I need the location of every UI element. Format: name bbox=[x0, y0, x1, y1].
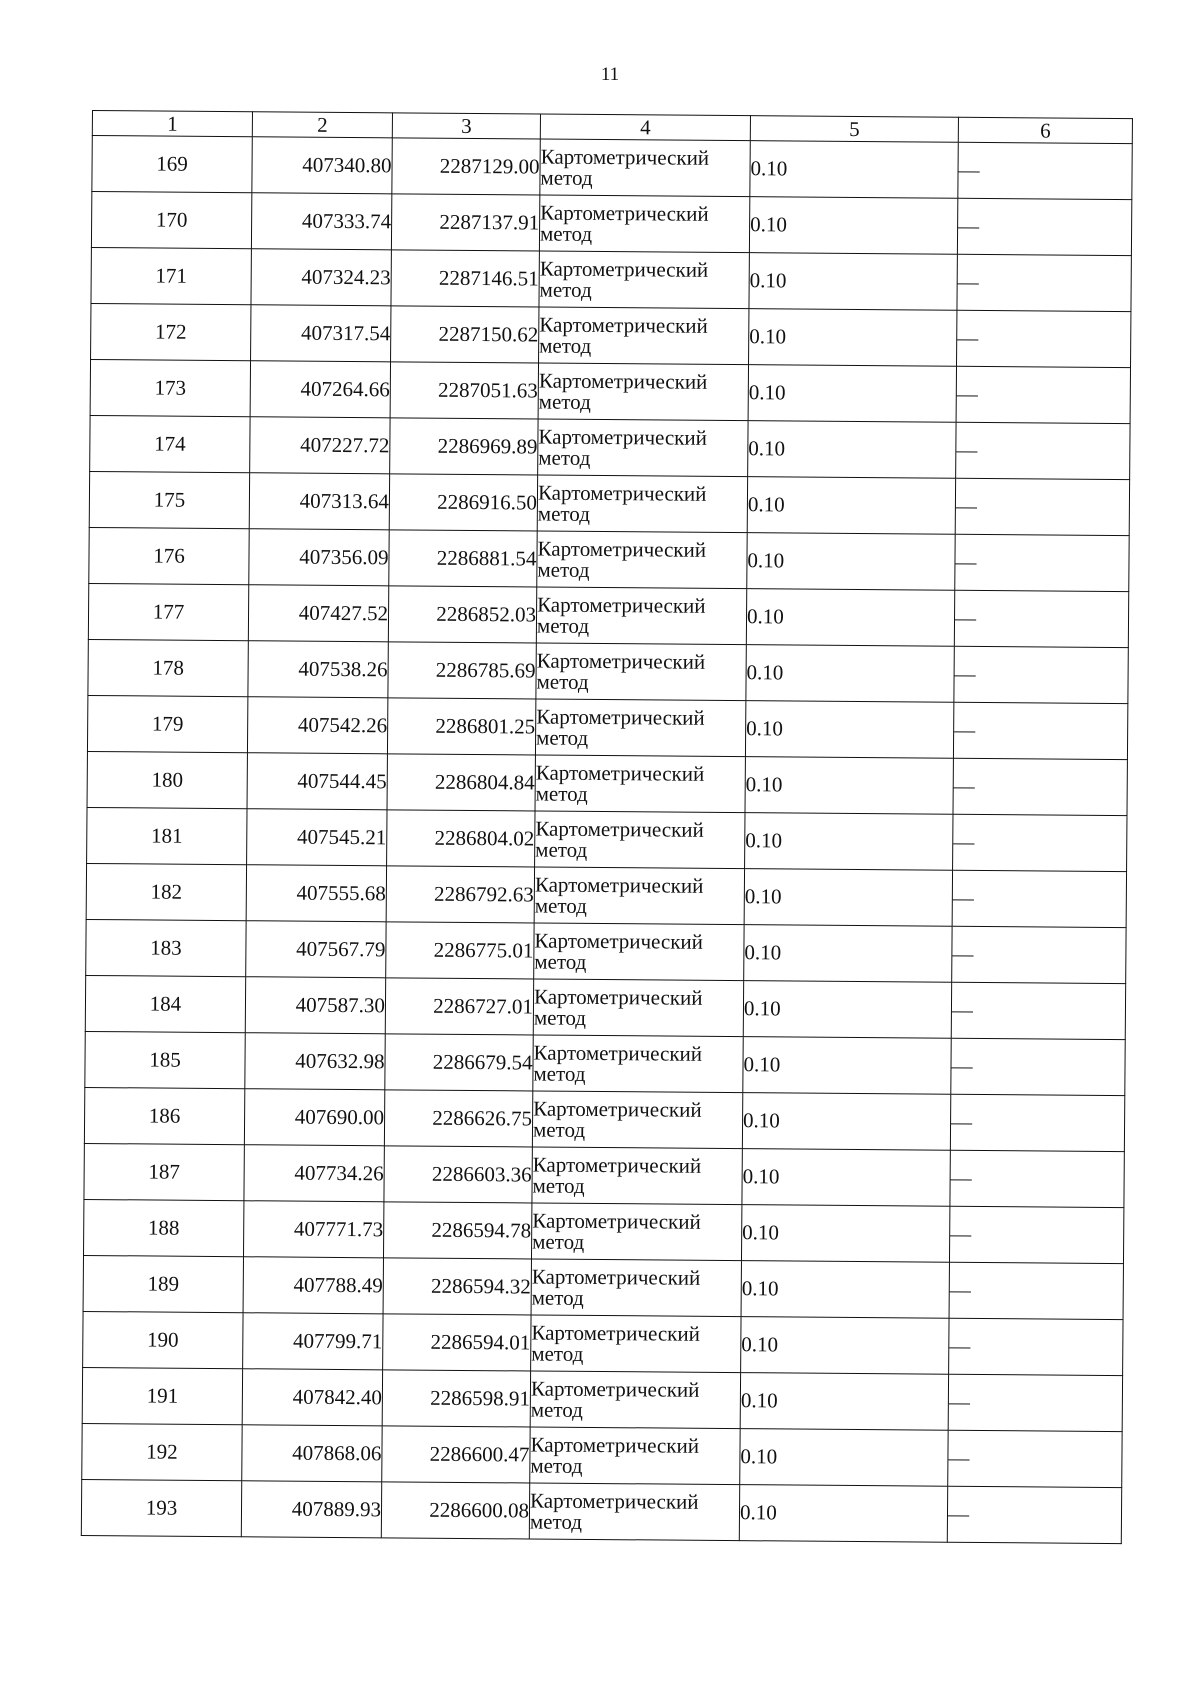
accuracy-cell: 0.10 bbox=[739, 1485, 947, 1543]
method-cell: Картометрический метод bbox=[537, 531, 747, 589]
table-row bbox=[85, 975, 1125, 1039]
point-number-cell: 189 bbox=[83, 1255, 243, 1312]
method-cell: Картометрический метод bbox=[535, 811, 745, 869]
coordinates-table bbox=[81, 110, 1133, 1544]
description-cell: — bbox=[949, 1318, 1123, 1375]
y-coordinate-cell: 2286801.25 bbox=[387, 698, 535, 755]
point-number-cell: 170 bbox=[91, 192, 251, 249]
y-coordinate-cell: 2286916.50 bbox=[389, 474, 537, 531]
x-coordinate-cell: 407542.26 bbox=[247, 697, 387, 754]
description-cell: — bbox=[954, 590, 1128, 647]
table-row bbox=[91, 192, 1131, 256]
method-cell: Картометрический метод bbox=[540, 139, 750, 197]
y-coordinate-cell: 2286598.91 bbox=[382, 1370, 530, 1427]
x-coordinate-cell: 407538.26 bbox=[248, 641, 388, 698]
description-cell: — bbox=[953, 758, 1127, 815]
accuracy-cell: 0.10 bbox=[747, 477, 955, 535]
method-cell: Картометрический метод bbox=[533, 979, 743, 1037]
description-cell: — bbox=[956, 366, 1130, 423]
description-cell: — bbox=[957, 198, 1131, 255]
y-coordinate-cell: 2286804.02 bbox=[387, 810, 535, 867]
table-row bbox=[89, 471, 1129, 535]
description-cell: — bbox=[952, 870, 1126, 927]
description-cell: — bbox=[955, 534, 1129, 591]
point-number-cell: 185 bbox=[85, 1031, 245, 1088]
description-cell: — bbox=[949, 1206, 1123, 1263]
y-coordinate-cell: 2286600.47 bbox=[382, 1426, 530, 1483]
method-cell: Картометрический метод bbox=[534, 867, 744, 925]
point-number-cell: 177 bbox=[88, 583, 248, 640]
description-cell: — bbox=[956, 422, 1130, 479]
table-row bbox=[82, 1367, 1122, 1431]
point-number-cell: 187 bbox=[84, 1143, 244, 1200]
method-cell: Картометрический метод bbox=[532, 1091, 742, 1149]
y-coordinate-cell: 2286727.01 bbox=[385, 978, 533, 1035]
table-row bbox=[86, 919, 1126, 983]
description-cell: — bbox=[951, 1038, 1125, 1095]
point-number-cell: 169 bbox=[92, 136, 252, 193]
description-cell: — bbox=[958, 142, 1132, 199]
table-row bbox=[85, 1031, 1125, 1095]
method-cell: Картометрический метод bbox=[531, 1203, 741, 1261]
method-cell: Картометрический метод bbox=[537, 475, 747, 533]
point-number-cell: 171 bbox=[91, 247, 251, 304]
point-number-cell: 193 bbox=[81, 1479, 241, 1536]
method-cell: Картометрический метод bbox=[531, 1259, 741, 1317]
x-coordinate-cell: 407889.93 bbox=[241, 1481, 381, 1538]
method-cell: Картометрический метод bbox=[532, 1147, 742, 1205]
accuracy-cell: 0.10 bbox=[742, 1149, 950, 1207]
point-number-cell: 183 bbox=[86, 919, 246, 976]
y-coordinate-cell: 2286626.75 bbox=[384, 1090, 532, 1147]
table-row bbox=[90, 415, 1130, 479]
y-coordinate-cell: 2286775.01 bbox=[386, 922, 534, 979]
table-row bbox=[81, 1479, 1121, 1543]
x-coordinate-cell: 407317.54 bbox=[251, 305, 391, 362]
column-header: 4 bbox=[540, 114, 750, 141]
point-number-cell: 180 bbox=[87, 751, 247, 808]
y-coordinate-cell: 2286603.36 bbox=[384, 1146, 532, 1203]
table-row bbox=[86, 863, 1126, 927]
y-coordinate-cell: 2286881.54 bbox=[389, 530, 537, 587]
y-coordinate-cell: 2286594.78 bbox=[383, 1202, 531, 1259]
table-row bbox=[89, 527, 1129, 591]
method-cell: Картометрический метод bbox=[531, 1315, 741, 1373]
x-coordinate-cell: 407313.64 bbox=[249, 473, 389, 530]
table-row bbox=[90, 359, 1130, 423]
method-cell: Картометрический метод bbox=[539, 307, 749, 365]
y-coordinate-cell: 2286792.63 bbox=[386, 866, 534, 923]
method-cell: Картометрический метод bbox=[536, 587, 746, 645]
description-cell: — bbox=[948, 1430, 1122, 1487]
description-cell: — bbox=[951, 982, 1125, 1039]
x-coordinate-cell: 407545.21 bbox=[247, 809, 387, 866]
table-row bbox=[91, 247, 1131, 311]
table-row bbox=[84, 1087, 1124, 1151]
description-cell: — bbox=[955, 478, 1129, 535]
description-cell: — bbox=[957, 254, 1131, 311]
x-coordinate-cell: 407227.72 bbox=[250, 417, 390, 474]
table-row bbox=[88, 583, 1128, 647]
point-number-cell: 172 bbox=[91, 303, 251, 360]
y-coordinate-cell: 2286679.54 bbox=[385, 1034, 533, 1091]
x-coordinate-cell: 407544.45 bbox=[247, 753, 387, 810]
accuracy-cell: 0.10 bbox=[744, 925, 952, 983]
method-cell: Картометрический метод bbox=[534, 923, 744, 981]
table-row bbox=[92, 136, 1132, 200]
y-coordinate-cell: 2287051.63 bbox=[390, 362, 538, 419]
table-body bbox=[81, 136, 1132, 1544]
accuracy-cell: 0.10 bbox=[740, 1373, 948, 1431]
accuracy-cell: 0.10 bbox=[750, 141, 958, 199]
table-row bbox=[82, 1423, 1122, 1487]
x-coordinate-cell: 407690.00 bbox=[244, 1089, 384, 1146]
point-number-cell: 181 bbox=[87, 807, 247, 864]
column-header: 1 bbox=[92, 111, 252, 137]
y-coordinate-cell: 2287150.62 bbox=[391, 306, 539, 363]
accuracy-cell: 0.10 bbox=[745, 813, 953, 871]
point-number-cell: 175 bbox=[89, 471, 249, 528]
x-coordinate-cell: 407356.09 bbox=[249, 529, 389, 586]
method-cell: Картометрический метод bbox=[530, 1427, 740, 1485]
accuracy-cell: 0.10 bbox=[745, 701, 953, 759]
point-number-cell: 176 bbox=[89, 527, 249, 584]
description-cell: — bbox=[957, 310, 1131, 367]
x-coordinate-cell: 407587.30 bbox=[245, 977, 385, 1034]
method-cell: Картометрический метод bbox=[533, 1035, 743, 1093]
page-number: 11 bbox=[600, 64, 620, 85]
description-cell: — bbox=[948, 1374, 1122, 1431]
x-coordinate-cell: 407264.66 bbox=[250, 361, 390, 418]
x-coordinate-cell: 407555.68 bbox=[246, 865, 386, 922]
description-cell: — bbox=[953, 814, 1127, 871]
y-coordinate-cell: 2286852.03 bbox=[388, 586, 536, 643]
description-cell: — bbox=[947, 1486, 1121, 1543]
x-coordinate-cell: 407324.23 bbox=[251, 249, 391, 306]
table-row bbox=[87, 751, 1127, 815]
table-row bbox=[83, 1311, 1123, 1375]
x-coordinate-cell: 407842.40 bbox=[242, 1369, 382, 1426]
y-coordinate-cell: 2286600.08 bbox=[381, 1482, 529, 1539]
accuracy-cell: 0.10 bbox=[740, 1429, 948, 1487]
x-coordinate-cell: 407788.49 bbox=[243, 1257, 383, 1314]
table-row bbox=[91, 303, 1131, 367]
point-number-cell: 188 bbox=[84, 1199, 244, 1256]
table-row bbox=[84, 1143, 1124, 1207]
accuracy-cell: 0.10 bbox=[746, 589, 954, 647]
accuracy-cell: 0.10 bbox=[743, 981, 951, 1039]
point-number-cell: 173 bbox=[90, 359, 250, 416]
x-coordinate-cell: 407427.52 bbox=[248, 585, 388, 642]
table-row bbox=[88, 639, 1128, 703]
accuracy-cell: 0.10 bbox=[748, 421, 956, 479]
y-coordinate-cell: 2287129.00 bbox=[392, 138, 540, 195]
method-cell: Картометрический метод bbox=[535, 755, 745, 813]
point-number-cell: 182 bbox=[86, 863, 246, 920]
x-coordinate-cell: 407868.06 bbox=[242, 1425, 382, 1482]
point-number-cell: 184 bbox=[85, 975, 245, 1032]
accuracy-cell: 0.10 bbox=[747, 533, 955, 591]
point-number-cell: 190 bbox=[83, 1311, 243, 1368]
description-cell: — bbox=[952, 926, 1126, 983]
description-cell: — bbox=[950, 1094, 1124, 1151]
accuracy-cell: 0.10 bbox=[743, 1037, 951, 1095]
y-coordinate-cell: 2286804.84 bbox=[387, 754, 535, 811]
point-number-cell: 191 bbox=[82, 1367, 242, 1424]
point-number-cell: 179 bbox=[87, 695, 247, 752]
description-cell: — bbox=[950, 1150, 1124, 1207]
y-coordinate-cell: 2286969.89 bbox=[390, 418, 538, 475]
column-header: 3 bbox=[392, 113, 540, 139]
point-number-cell: 186 bbox=[84, 1087, 244, 1144]
method-cell: Картометрический метод bbox=[536, 643, 746, 701]
x-coordinate-cell: 407632.98 bbox=[245, 1033, 385, 1090]
point-number-cell: 192 bbox=[82, 1423, 242, 1480]
accuracy-cell: 0.10 bbox=[749, 253, 957, 311]
accuracy-cell: 0.10 bbox=[744, 869, 952, 927]
column-header: 2 bbox=[252, 112, 392, 138]
method-cell: Картометрический метод bbox=[538, 363, 748, 421]
accuracy-cell: 0.10 bbox=[746, 645, 954, 703]
description-cell: — bbox=[949, 1262, 1123, 1319]
table-row bbox=[83, 1255, 1123, 1319]
y-coordinate-cell: 2286785.69 bbox=[388, 642, 536, 699]
method-cell: Картометрический метод bbox=[530, 1371, 740, 1429]
y-coordinate-cell: 2286594.01 bbox=[383, 1314, 531, 1371]
accuracy-cell: 0.10 bbox=[748, 365, 956, 423]
x-coordinate-cell: 407567.79 bbox=[246, 921, 386, 978]
description-cell: — bbox=[954, 646, 1128, 703]
accuracy-cell: 0.10 bbox=[749, 197, 957, 255]
point-number-cell: 178 bbox=[88, 639, 248, 696]
description-cell: — bbox=[953, 702, 1127, 759]
x-coordinate-cell: 407333.74 bbox=[251, 193, 391, 250]
table-row bbox=[87, 695, 1127, 759]
x-coordinate-cell: 407799.71 bbox=[243, 1313, 383, 1370]
method-cell: Картометрический метод bbox=[529, 1483, 739, 1541]
point-number-cell: 174 bbox=[90, 415, 250, 472]
method-cell: Картометрический метод bbox=[535, 699, 745, 757]
method-cell: Картометрический метод bbox=[539, 251, 749, 309]
accuracy-cell: 0.10 bbox=[749, 309, 957, 367]
method-cell: Картометрический метод bbox=[538, 419, 748, 477]
accuracy-cell: 0.10 bbox=[741, 1205, 949, 1263]
y-coordinate-cell: 2287146.51 bbox=[391, 250, 539, 307]
y-coordinate-cell: 2286594.32 bbox=[383, 1258, 531, 1315]
x-coordinate-cell: 407734.26 bbox=[244, 1145, 384, 1202]
accuracy-cell: 0.10 bbox=[745, 757, 953, 815]
x-coordinate-cell: 407771.73 bbox=[243, 1201, 383, 1258]
column-header: 6 bbox=[958, 117, 1132, 143]
accuracy-cell: 0.10 bbox=[741, 1261, 949, 1319]
y-coordinate-cell: 2287137.91 bbox=[391, 194, 539, 251]
accuracy-cell: 0.10 bbox=[742, 1093, 950, 1151]
table-row bbox=[87, 807, 1127, 871]
table-row bbox=[84, 1199, 1124, 1263]
column-header: 5 bbox=[750, 116, 958, 143]
accuracy-cell: 0.10 bbox=[741, 1317, 949, 1375]
x-coordinate-cell: 407340.80 bbox=[252, 137, 392, 194]
method-cell: Картометрический метод bbox=[539, 195, 749, 253]
